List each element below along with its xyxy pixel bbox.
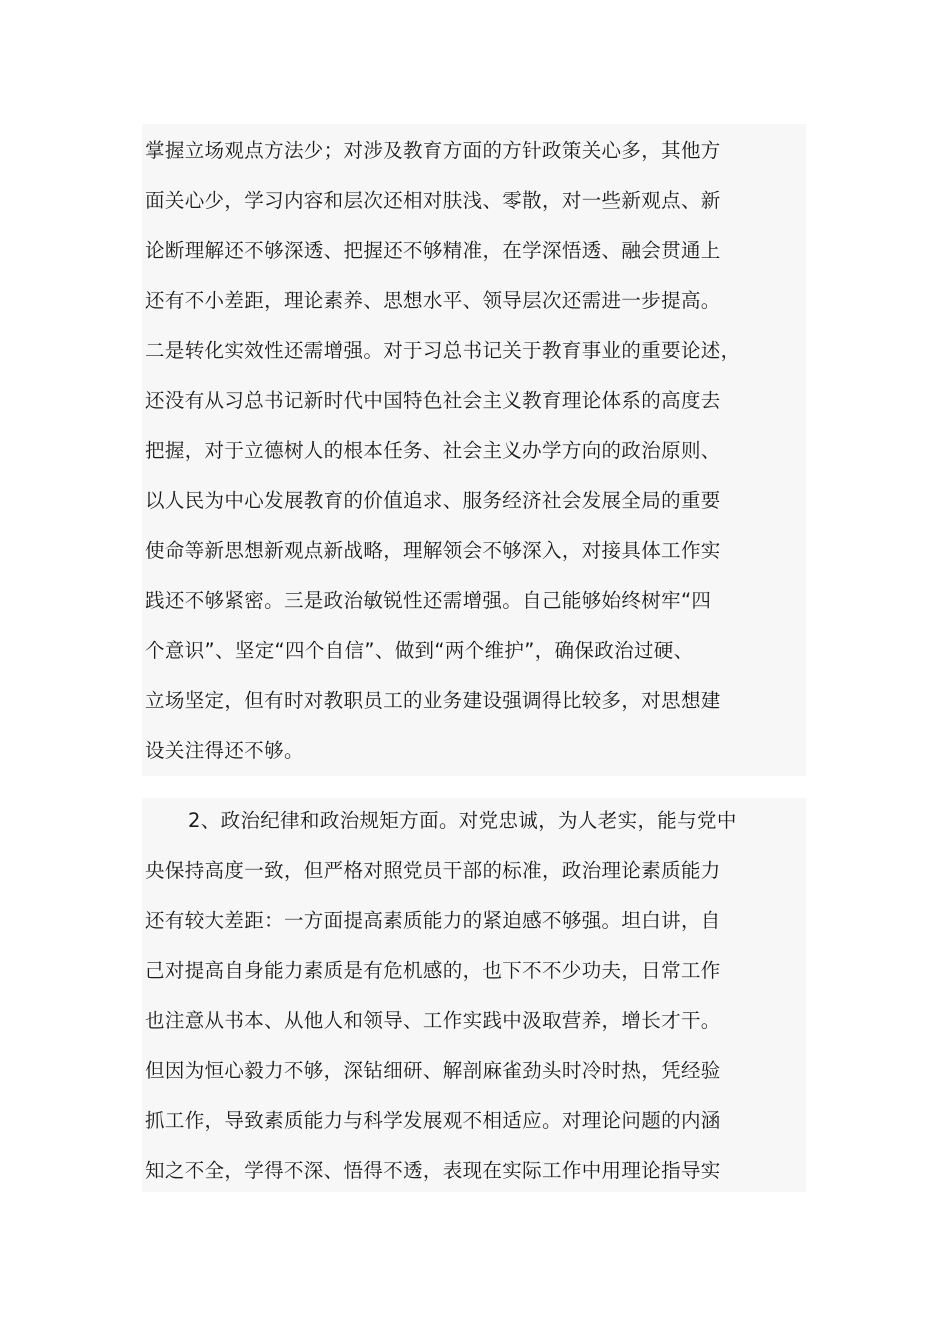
paragraph-1-line-13: 设关注得还不够。	[145, 739, 304, 762]
paragraph-1-line-10: 践还不够紧密。三是政治敏锐性还需增强。自己能够始终树牢“四	[145, 589, 712, 612]
paragraph-1-line-11: 个意识”、坚定“四个自信”、做到“两个维护”，确保政治过硬、	[145, 639, 694, 662]
paragraph-2-line-1: 2、政治纪律和政治规矩方面。对党忠诚，为人老实，能与党中	[188, 809, 737, 832]
paragraph-2-line-6: 但因为恒心毅力不够，深钻细研、解剖麻雀劲头时冷时热，凭经验	[145, 1059, 721, 1082]
paragraph-2-line-7: 抓工作，导致素质能力与科学发展观不相适应。对理论问题的内涵	[145, 1109, 721, 1132]
paragraph-2-line-2: 央保持高度一致，但严格对照党员干部的标准，政治理论素质能力	[145, 859, 721, 882]
paragraph-1-line-1: 掌握立场观点方法少；对涉及教育方面的方针政策关心多，其他方	[145, 139, 721, 162]
paragraph-1-line-2: 面关心少，学习内容和层次还相对肤浅、零散，对一些新观点、新	[145, 189, 721, 212]
paragraph-2-line-8: 知之不全，学得不深、悟得不透，表现在实际工作中用理论指导实	[145, 1159, 721, 1182]
paragraph-1-line-8: 以人民为中心发展教育的价值追求、服务经济社会发展全局的重要	[145, 489, 721, 512]
paragraph-1-line-4: 还有不小差距，理论素养、思想水平、领导层次还需进一步提高。	[145, 289, 721, 312]
paragraph-1-line-9: 使命等新思想新观点新战略，理解领会不够深入，对接具体工作实	[145, 539, 721, 562]
paragraph-1-line-3: 论断理解还不够深透、把握还不够精准，在学深悟透、融会贯通上	[145, 239, 721, 262]
paragraph-2-line-5: 也注意从书本、从他人和领导、工作实践中汲取营养，增长才干。	[145, 1009, 721, 1032]
paragraph-1-line-6: 还没有从习总书记新时代中国特色社会主义教育理论体系的高度去	[145, 389, 721, 412]
paragraph-1-line-12: 立场坚定，但有时对教职员工的业务建设强调得比较多，对思想建	[145, 689, 721, 712]
paragraph-2-line-3: 还有较大差距：一方面提高素质能力的紧迫感不够强。坦白讲，自	[145, 909, 721, 932]
paragraph-2-line-4: 己对提高自身能力素质是有危机感的，也下不不少功夫，日常工作	[145, 959, 721, 982]
paragraph-1-line-5: 二是转化实效性还需增强。对于习总书记关于教育事业的重要论述，	[145, 339, 741, 362]
paragraph-1-line-7: 把握，对于立德树人的根本任务、社会主义办学方向的政治原则、	[145, 439, 721, 462]
